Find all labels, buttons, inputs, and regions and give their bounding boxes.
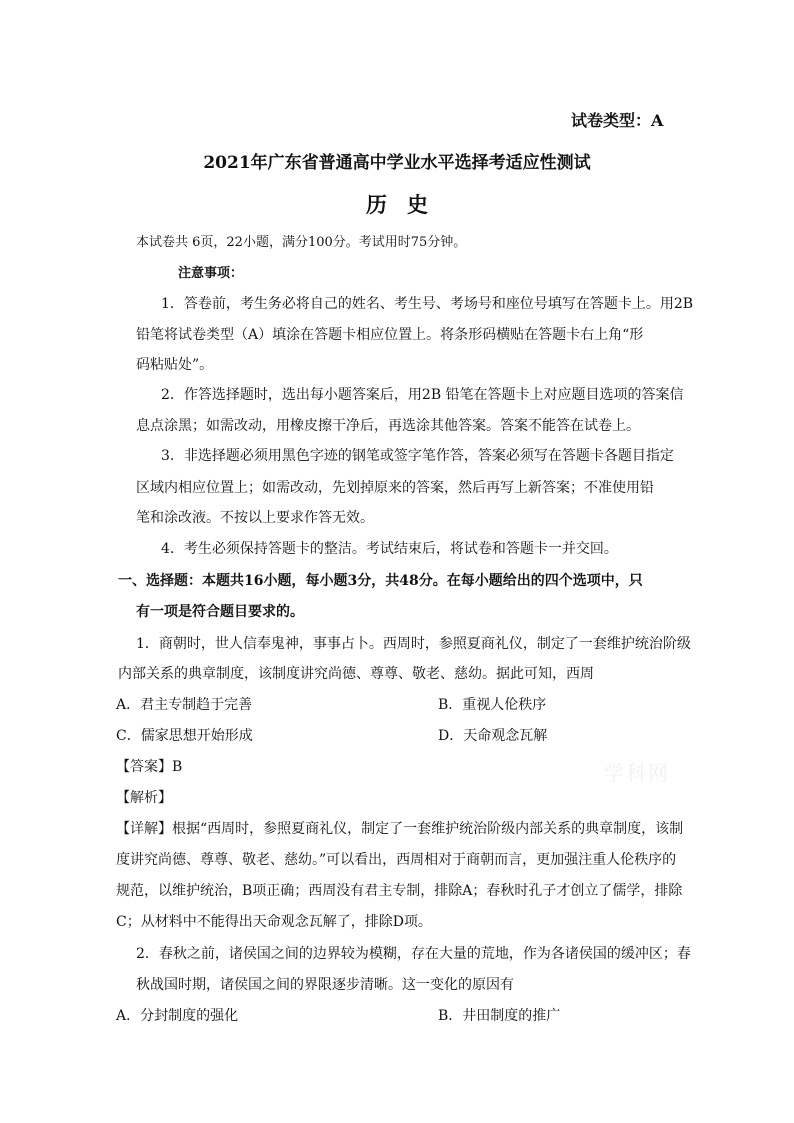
notice-line: 2．作答选择题时，选出每小题答案后，用2B 铅笔在答题卡上对应题目选项的答案信: [161, 387, 684, 403]
option-b: B．井田制度的推广: [438, 1008, 561, 1024]
subject-title: 历史: [366, 192, 448, 217]
question-1-stem: 1．商朝时，世人信奉鬼神，事事占卜。西周时，参照夏商礼仪，制定了一套维护统治阶级: [136, 636, 691, 652]
watermark: 学科网: [604, 761, 670, 785]
option-d: D．天命观念瓦解: [438, 728, 548, 744]
question-2-stem: 秋战国时期，诸侯国之间的界限逐步清晰。这一变化的原因有: [136, 977, 514, 993]
option-a: A．分封制度的强化: [116, 1008, 239, 1024]
intro-text: 本试卷共 6页，22小题，满分100分。考试用时75分钟。: [136, 235, 467, 250]
analysis-detail: 【详解】根据“西周时，参照夏商礼仪，制定了一套维护统治阶级内部关系的典章制度，该制: [116, 821, 684, 837]
notice-heading: 注意事项：: [178, 266, 244, 281]
analysis-detail: 规范，以维护统治，B项正确；西周没有君主专制，排除A；春秋时孔子才创立了儒学，排除: [116, 883, 683, 899]
notice-line: 区域内相应位置上；如需改动，先划掉原来的答案，然后再写上新答案；不准使用铅: [136, 480, 654, 496]
section-heading: 一、选择题：本题共16小题，每小题3分，共48分。在每小题给出的四个选项中，只: [118, 573, 643, 589]
notice-line: 铅笔将试卷类型（A）填涂在答题卡相应位置上。将条形码横贴在答题卡右上角“形: [136, 327, 644, 343]
notice-line: 笔和涂改液。不按以上要求作答无效。: [136, 510, 374, 526]
question-2-stem: 2．春秋之前，诸侯国之间的边界较为模糊，存在大量的荒地，作为各诸侯国的缓冲区；春: [136, 946, 691, 962]
notice-line: 1．答卷前，考生务必将自己的姓名、考生号、考场号和座位号填写在答题卡上。用2B: [161, 296, 694, 312]
answer-label: 【答案】B: [116, 759, 183, 775]
analysis-detail: 度讲究尚德、尊尊、敬老、慈幼。”可以看出，西周相对于商朝而言，更加强注重人伦秩序的: [116, 852, 677, 868]
notice-line: 4．考生必须保持答题卡的整洁。考试结束后，将试卷和答题卡一并交回。: [161, 541, 618, 557]
option-b: B．重视人伦秩序: [438, 697, 547, 713]
section-heading: 有一项是符合题目要求的。: [136, 604, 304, 620]
notice-line: 3．非选择题必须用黑色字迹的钢笔或签字笔作答，答案必须写在答题卡各题目指定: [161, 448, 674, 464]
paper-type-label: 试卷类型：A: [571, 111, 664, 130]
option-a: A．君主专制趋于完善: [116, 697, 253, 713]
notice-line: 码粘贴处”。: [136, 357, 214, 373]
notice-line: 息点涂黑；如需改动，用橡皮擦干净后，再选涂其他答案。答案不能答在试卷上。: [136, 418, 640, 434]
question-1-stem: 内部关系的典章制度，该制度讲究尚德、尊尊、敬老、慈幼。据此可知，西周: [118, 666, 594, 682]
analysis-detail: C；从材料中不能得出天命观念瓦解了，排除D项。: [116, 914, 432, 930]
option-c: C．儒家思想开始形成: [116, 728, 253, 744]
analysis-label: 【解析】: [116, 790, 172, 806]
exam-title: 2021年广东省普通高中学业水平选择考适应性测试: [203, 153, 591, 173]
